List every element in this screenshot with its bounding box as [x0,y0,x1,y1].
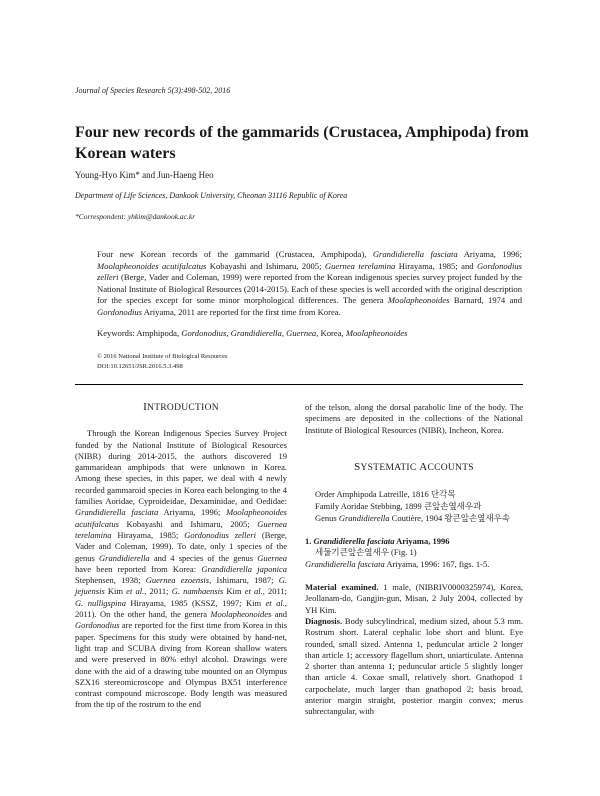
species-korean-name: 세둘기큰앞손옆새우 (Fig. 1) [315,547,417,558]
introduction-continuation: of the telson, along the dorsal parabolic line of the body. The specimens are deposited in the collections of the National Institute of Biological Resources (NIBR), Incheon, Korea. [305,402,523,435]
affiliation: Department of Life Sciences, Dankook University, Cheonan 31116 Republic of Korea [75,191,348,200]
taxon-genus: Genus Grandidierella Coutière, 1904 왕큰앞손옆새우속 [315,513,511,524]
introduction-paragraph: Through the Korean Indigenous Species Survey Project funded by the National Institute of Biological Resources (NIBR) during 2014-2015, the authors discovered 19 gammaridean amphipods that were unknown in Korea. Among these species, in this paper, we deal with 4 newly recorded gammaroid species in Korea each belonging to the 4 families Aoridae, Cyproideidae, Dexaminidae, and Oedidae: Grandidierella fasciata Ariyama, 1996; Moolapheonoides acutifalcatus Kobayashi and Ishimaru, 2005; Guernea terelamina Hirayama, 1985; Gordonodius zelleri (Berge, Vader and Coleman, 1999). To date, only 1 species of the genus Grandidierella and 4 species of the genus Guernea have been reported from Korea: Grandidierella japonica Stephensen, 1938; Guernea ezoensis, Ishimaru, 1987; G. jejuensis Kim et al., 2011; G. namhaensis Kim et al., 2011; G. nulligspina Hirayama, 1985 (KSSZ, 1997; Kim et al., 2011). On the other hand, the genera Moolapheonoides and Gordonodius are reported for the first time from Korea in this paper. Specimens for this study were obtained by hand-net, light trap and SCUBA diving from Korean shallow waters and were preserved in 80% ethyl alcohol. Drawings were done with the aid of a drawing tube mounted on an Olympus SZX16 stereomicroscope and Olympus BX51 interference contrast compound microscope. Body length was measured from the tip of the rostrum to the end [75,428,288,710]
introduction-heading: INTRODUCTION [143,401,219,413]
synonymy: Grandidierella fasciata Ariyama, 1996: 167, figs. 1-5. [305,558,490,569]
abstract: Four new Korean records of the gammarid (Crustacea, Amphipoda), Grandidierella fasciata Ariyama, 1996; Moolapheonoides acutifalcatus Kobayashi and Ishimaru, 2005; Guernea terelamina Hirayama, 1985; and Gordonodius zelleri (Berge, Vader and Coleman, 1999) were reported from the Korean indigenous species survey project funded by the National Institute of Biological Resources (2014-2015). Each of these species is well accorded with the original description for the species except for some minor morphological differences. The genera Moolapheonoides Barnard, 1974 and Gordonodius Ariyama, 2011 are reported for the first time from Korea. [97,249,523,317]
diagnosis: Diagnosis. Body subcylindrical, medium sized, about 5.3 mm. Rostrum short. Lateral cephalic lobe short and blunt. Eye rounded, small sized. Antenna 1, peduncular article 2 longer than article 1; accessory flagellum short, uniarticulate. Antenna 2 shorter than antenna 1; peduncular article 5 slightly longer than article 4. Coxae small, relatively short. Gnathopod 1 carpochelate, much larger than gnathopod 2; basis broad, anterior margin straight, posterior margin convex; merus subrectangular, with [305,615,523,717]
divider [75,384,523,385]
taxon-family: Family Aoridae Stebbing, 1899 큰앞손옆새우과 [315,501,482,512]
keywords: Keywords: Amphipoda, Gordonodius, Grandidierella, Guernea, Korea, Moolapheonoides [97,328,408,338]
material-examined: Material examined. 1 male, (NIBRIV0000325974), Korea, Jeollanam-do, Gangjin-gun, Misan, 2 July 2004, collected by YH Kim. [305,582,523,615]
doi[interactable]: DOI:10.12651/JSR.2016.5.3.498 [97,363,183,370]
authors: Young-Hyo Kim* and Jun-Haeng Heo [75,170,214,180]
copyright-block [97,352,228,372]
systematic-accounts-heading: SYSTEMATIC ACCOUNTS [354,460,474,473]
species-heading: 1. Grandidierella fasciata Ariyama, 1996 [305,536,450,547]
introduction-column [75,402,287,711]
article-title: Four new records of the gammarids (Crustacea, Amphipoda) from Korean waters [75,124,529,162]
journal-citation: Journal of Species Research 5(3):498-502, 2016 [75,86,231,95]
taxon-order: Order Amphipoda Latreille, 1816 단각목 [315,489,456,500]
correspondent-email[interactable]: *Correspondent: yhkim@dankook.ac.kr [75,212,196,221]
right-column [305,402,523,718]
copyright: © 2016 National Institute of Biological Resources [97,353,228,360]
